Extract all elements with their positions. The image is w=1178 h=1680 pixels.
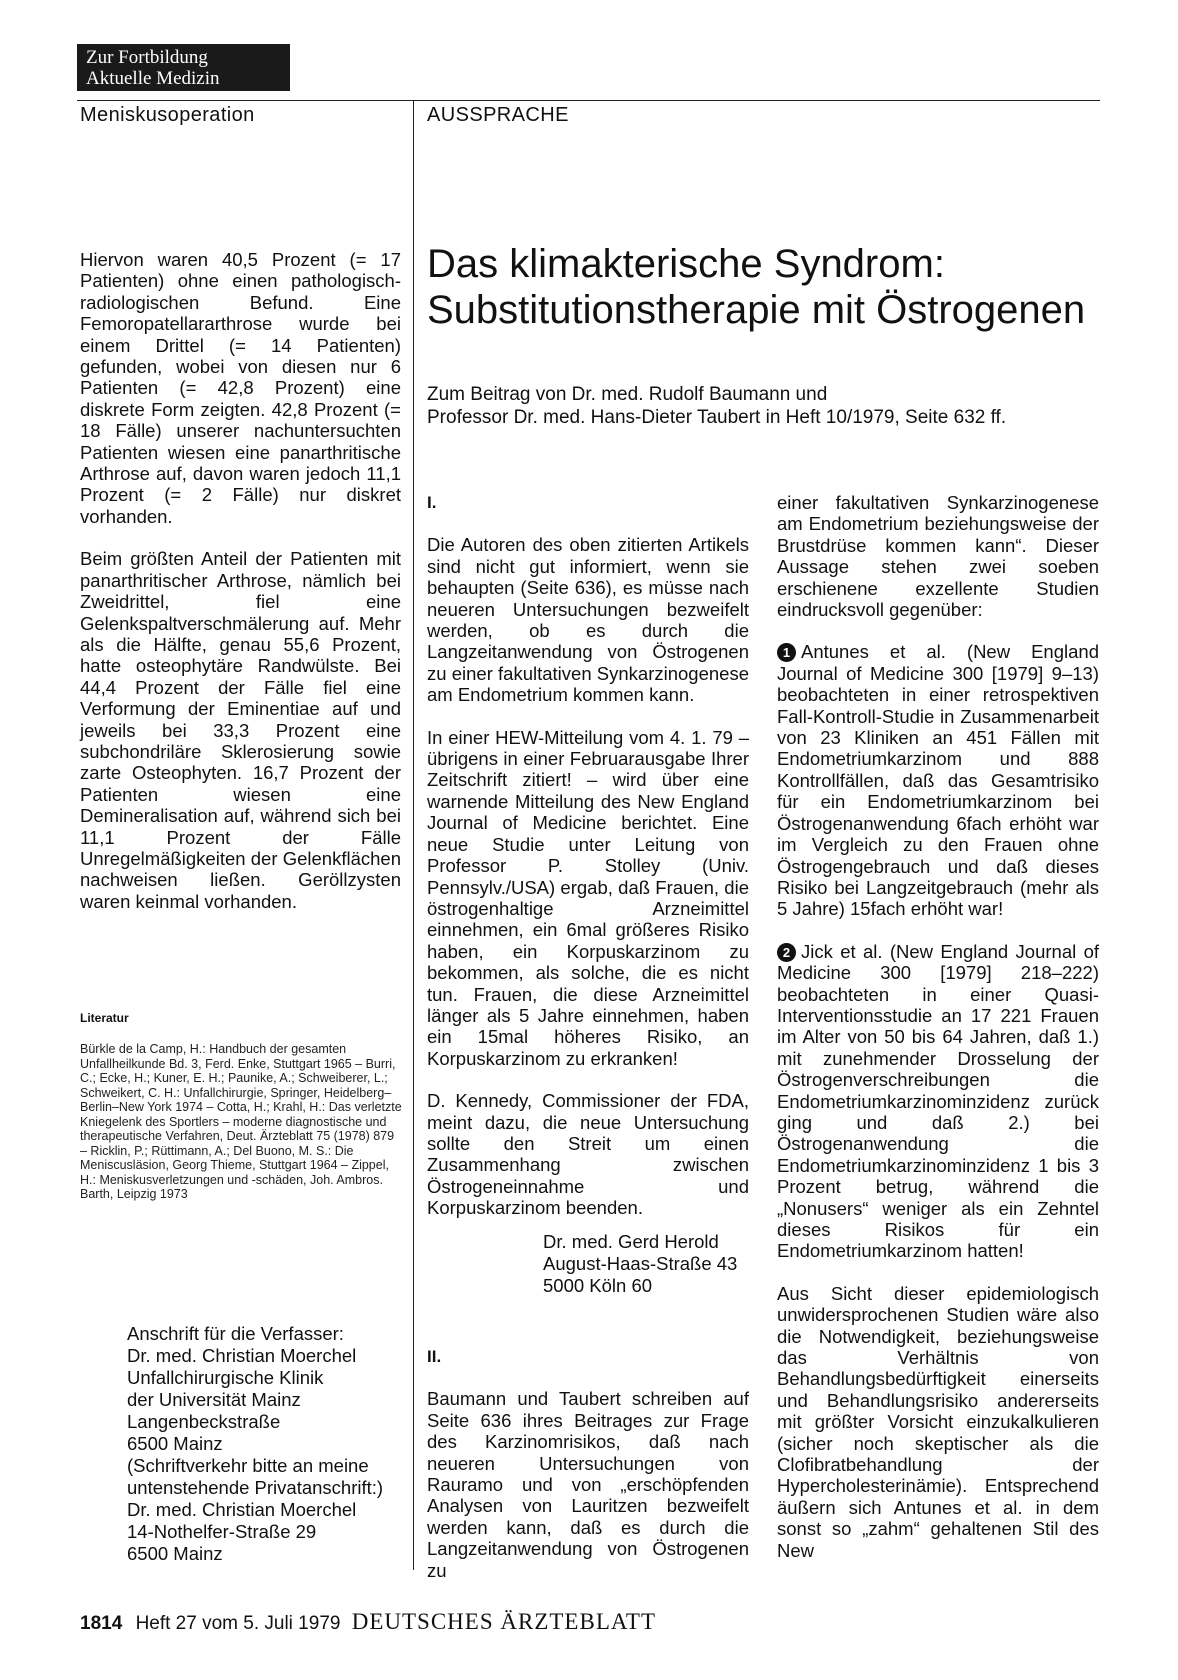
section-heading-2: II. [427, 1347, 442, 1366]
middle-paragraph-4: Baumann und Taubert schreiben auf Seite 636 ihres Beitrages zur Frage des Karzinomrisikos, daß nach neueren Untersuchungen von Rauramo und von „erschöpfenden Analysen von Lauritzen bezweifelt werden kann, daß es durch die Langzeitanwendung von Östrogenen zu [427, 1388, 749, 1581]
middle-paragraph-3: D. Kennedy, Commissioner der FDA, meint dazu, die neue Untersuchung sollte den Streit um einen Zusammenhang zwischen Östrogeneinnahme und Korpuskarzinom beenden. [427, 1090, 749, 1219]
article-title [427, 241, 1085, 333]
left-paragraph-2: Beim größten Anteil der Patienten mit panarthritischer Arthrose, nämlich bei Zweidrittel, fiel eine Gelenkspaltverschmälerung auf. Mehr als die Hälfte, genau 55,6 Prozent, hatte osteophytäre Randwülste. Bei 44,4 Prozent der Fälle fiel eine Verformung der Eminentiae auf und jeweils bei 33,3 Prozent eine subchondriläre Sklerosierung sowie zarte Osteophyten. 16,7 Prozent der Patienten wiesen eine Demineralisation auf, während sich bei 11,1 Prozent der Fälle Unregelmäßigkeiten der Gelenkflächen nachweisen ließen. Geröllzysten waren keinmal vorhanden. [80, 548, 401, 912]
author-address [127, 1323, 383, 1565]
title-line-2: Substitutionstherapie mit Östrogenen [427, 288, 1086, 332]
address-line: 14-Nothelfer-Straße 29 [127, 1521, 317, 1542]
subtitle-line-1: Zum Beitrag von Dr. med. Rudolf Baumann und [427, 384, 828, 405]
address-line: Dr. med. Christian Moerchel [127, 1345, 357, 1366]
study-item-1-text: Antunes et al. (New England Journal of Medicine 300 [1979] 9–13) beobachteten in einer retrospektiven Fall-Kontroll-Studie in Zusammenarbeit von 23 Kliniken an 451 Fällen mit Endometriumkarzinom und 888 Kontrollfällen, daß das Gesamtrisiko für ein Endometriumkarzinom bei Östrogenanwendung 6fach erhöht war im Vergleich zu den Frauen ohne Östrogengebrauch und daß dieses Risiko bei Langzeitgebrauch (mehr als 5 Jahre) 15fach erhöht war! [777, 641, 1099, 920]
page-footer [80, 1609, 656, 1635]
header-rule [77, 100, 1100, 101]
address-line: der Universität Mainz [127, 1389, 301, 1410]
study-item-1 [777, 641, 1099, 919]
address-line: Langenbeckstraße [127, 1411, 281, 1432]
literature-list: Bürkle de la Camp, H.: Handbuch der gesamten Unfallheilkunde Bd. 3, Ferd. Enke, Stuttgart 1965 – Burri, C.; Ecke, H.; Kuner, E. H.; Paunike, A.; Schweiberer, L.; Schweikert, C. H.: Unfallchirurgie, Springer, Heidelberg–Berlin–New York 1974 – Cotta, H.; Krahl, H.: Das verletzte Kniegelenk des Sportlers – moderne diagnostische und therapeutische Verfahren, Deut. Ärzteblatt 75 (1978) 879 – Ricklin, P.; Rüttimann, A.; Del Buono, M. S.: Die Meniscusläsion, Georg Thieme, Stuttgart 1964 – Zippel, H.: Meniskusverletzungen und -schäden, Joh. Ambros. Barth, Leipzig 1973 [80, 1042, 402, 1201]
middle-column-part-2 [427, 1346, 749, 1581]
address-line: 6500 Mainz [127, 1433, 223, 1454]
signature-line: 5000 Köln 60 [543, 1275, 653, 1296]
page-number: 1814 [80, 1613, 123, 1634]
left-paragraph-1: Hiervon waren 40,5 Prozent (= 17 Patienten) ohne einen pathologisch-radiologischen Befund. Eine Femoropatellararthrose wurde bei einem Drittel (= 14 Patienten) gefunden, wobei von diesen nur 6 Patienten (= 42,8 Prozent) eine diskrete Form zeigten. 42,8 Prozent (= 18 Fälle) unserer nachuntersuchten Patienten wiesen eine panarthritische Arthrose auf, davon waren jedoch 11,1 Prozent (= 2 Fälle) nur diskret vorhanden. [80, 249, 401, 527]
address-line: Anschrift für die Verfasser: [127, 1323, 344, 1344]
right-paragraph-1: einer fakultativen Synkarzinogenese am Endometrium beziehungsweise der Brustdrüse kommen kann“. Dieser Aussage stehen zwei soeben erschienene exzellente Studien eindrucksvoll gegenüber: [777, 492, 1099, 621]
address-line: Dr. med. Christian Moerchel [127, 1499, 357, 1520]
literature-heading: Literatur [80, 1011, 129, 1025]
address-line: untenstehende Privatanschrift:) [127, 1477, 384, 1498]
section-heading-1: I. [427, 493, 437, 512]
subtitle-line-2: Professor Dr. med. Hans-Dieter Taubert in Heft 10/1979, Seite 632 ff. [427, 407, 1007, 428]
signature-block [543, 1231, 737, 1297]
issue-info: Heft 27 vom 5. Juli 1979 [135, 1613, 341, 1634]
column-divider [413, 100, 414, 1570]
journal-name: DEUTSCHES ÄRZTEBLATT [351, 1609, 657, 1634]
study-item-2-text: Jick et al. (New England Journal of Medicine 300 [1979] 218–222) beobachteten in einer Quasi-Interventionsstudie an 17 221 Frauen im Alter von 50 bis 64 Jahren, daß 1.) mit zunehmender Drosselung der Östrogenverschreibungen die Endometriumkarzinominzidenz zurück ging und daß 2.) bei Östrogenanwendung die Endometriumkarzinominzidenz 1 bis 3 Prozent betrug, während die „Nonusers“ weniger als ein Zehntel dieses Risikos für ein Endometriumkarzinom hatten! [777, 940, 1099, 1262]
left-column [80, 249, 401, 912]
middle-paragraph-2: In einer HEW-Mitteilung vom 4. 1. 79 – übrigens in einer Februarausgabe Ihrer Zeitschrift zitiert! – wird über eine warnende Mitteilung des New England Journal of Medicine berichtet. Eine neue Studie unter Leitung von Professor P. Stolley (Univ. Pennsylv./USA) ergab, daß Frauen, die östrogenhaltige Arzneimittel einnehmen, ein 6mal größeres Risiko haben, ein Korpuskarzinom zu bekommen, als solche, die es nicht tun. Frauen, die diese Arzneimittel länger als 5 Jahre einnehmen, haben ein 15mal höheres Risiko, an Korpuskarzinom zu erkranken! [427, 726, 749, 1069]
right-section-title: AUSSPRACHE [427, 104, 569, 126]
number-badge-2: 2 [777, 943, 796, 962]
address-line: Unfallchirurgische Klinik [127, 1367, 324, 1388]
right-paragraph-2: Aus Sicht dieser epidemiologisch unwidersprochenen Studien wäre also die Notwendigkeit, beziehungsweise das Verhältnis von Behandlungsbedürftigkeit einerseits und Behandlungsrisiko andererseits mit größter Vorsicht einzukalkulieren (sicher noch skeptischer als die Clofibratbehandlung der Hypercholesterinämie). Entsprechend äußern sich Antunes et al. in dem sonst so „zahm“ gehaltenen Stil des New [777, 1282, 1099, 1561]
study-item-2 [777, 941, 1099, 1262]
number-badge-1: 1 [777, 643, 796, 662]
middle-paragraph-1: Die Autoren des oben zitierten Artikels sind nicht gut informiert, wenn sie behaupten (Seite 636), es müsse nach neueren Untersuchungen bezweifelt werden, ob es durch die Langzeitanwendung von Östrogenen zu einer fakultativen Synkarzinogenese am Endometrium kommen kann. [427, 534, 749, 706]
section-badge [77, 44, 290, 91]
badge-line-1: Zur Fortbildung [86, 47, 208, 68]
middle-column [427, 492, 749, 1219]
address-line: (Schriftverkehr bitte an meine [127, 1455, 369, 1476]
left-section-title: Meniskusoperation [80, 104, 255, 126]
right-column [777, 492, 1099, 1561]
article-subtitle [427, 383, 1006, 429]
title-line-1: Das klimakterische Syndrom: [427, 242, 945, 286]
badge-line-2: Aktuelle Medizin [86, 68, 220, 89]
address-line: 6500 Mainz [127, 1543, 223, 1564]
signature-line: August-Haas-Straße 43 [543, 1253, 738, 1274]
signature-line: Dr. med. Gerd Herold [543, 1231, 719, 1252]
